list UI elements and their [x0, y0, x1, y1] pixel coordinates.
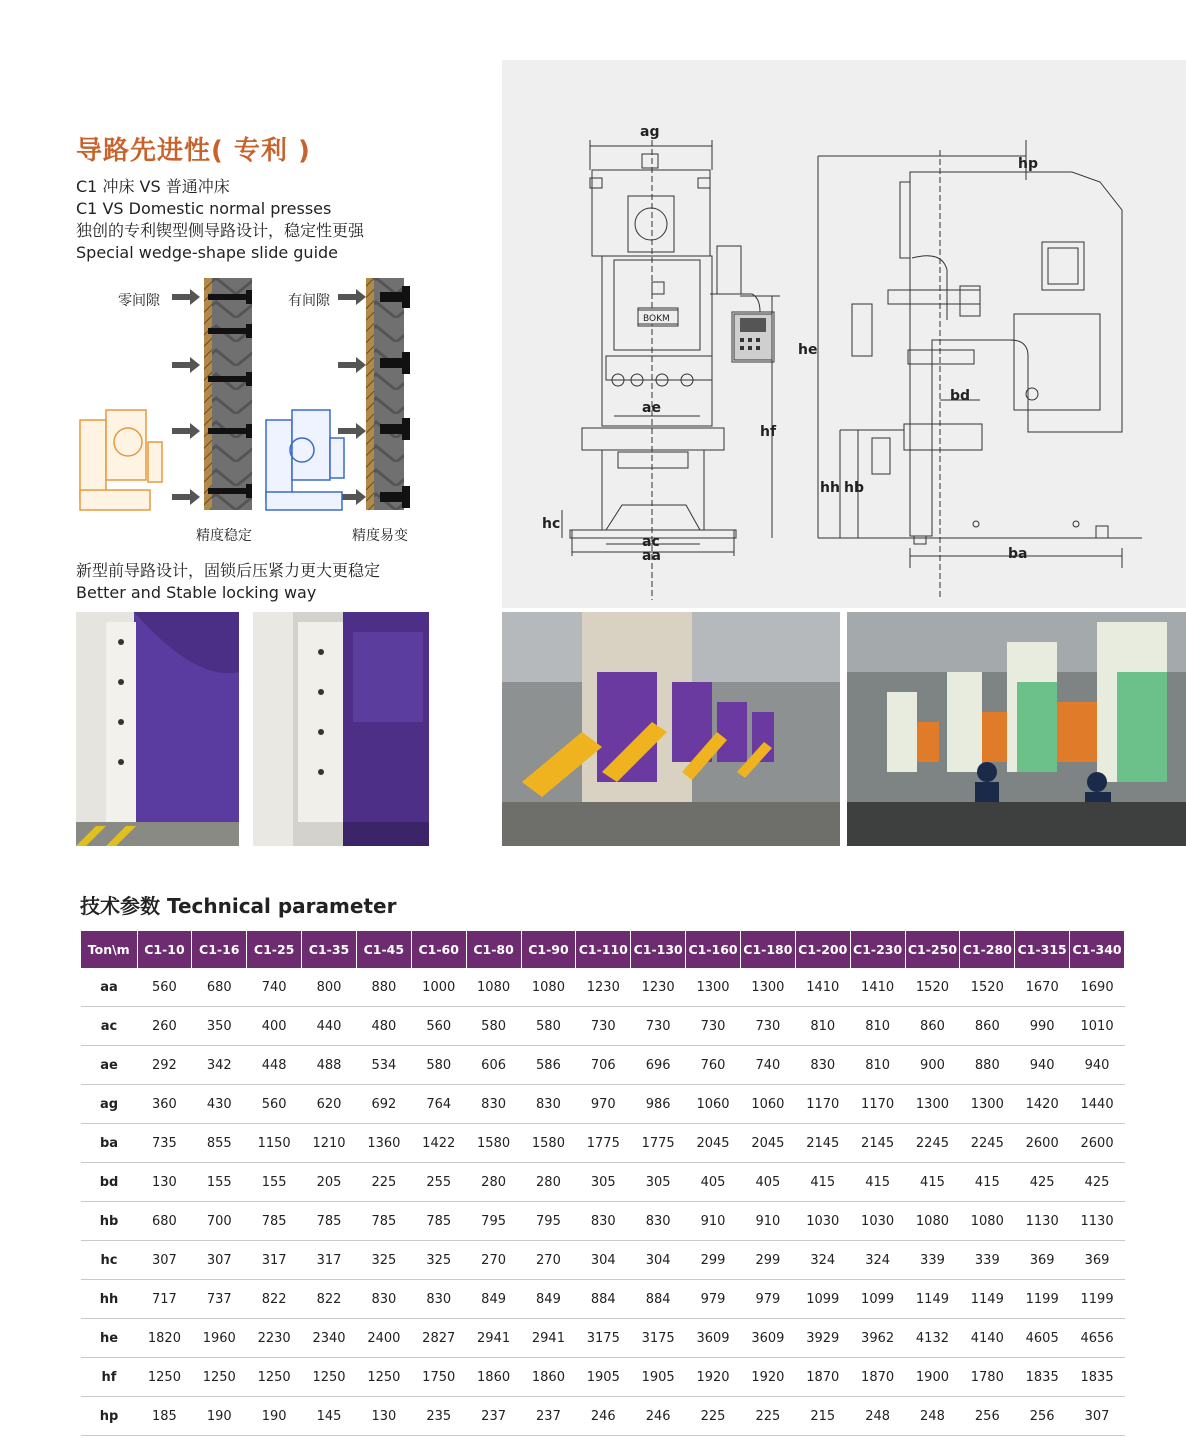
table-cell: 339 — [960, 1241, 1015, 1280]
table-cell: 205 — [302, 1163, 357, 1202]
table-cell: 940 — [1070, 1046, 1125, 1085]
table-cell: 785 — [302, 1202, 357, 1241]
table-cell: 2145 — [795, 1124, 850, 1163]
table-cell: 560 — [137, 968, 192, 1007]
table-cell: 2827 — [411, 1319, 466, 1358]
header-model: C1-180 — [740, 931, 795, 968]
table-header-row — [81, 931, 1125, 968]
table-cell: 3929 — [795, 1319, 850, 1358]
header-model: C1-315 — [1015, 931, 1070, 968]
table-cell: 940 — [1015, 1046, 1070, 1085]
table-cell: 830 — [356, 1280, 411, 1319]
table-cell: 2045 — [686, 1124, 741, 1163]
table-cell: 155 — [192, 1163, 247, 1202]
table-cell: 810 — [850, 1007, 905, 1046]
table-cell: 880 — [356, 968, 411, 1007]
table-cell: 305 — [631, 1163, 686, 1202]
label-with-gap: 有间隙 — [288, 293, 330, 309]
press-dimension-drawing — [502, 60, 1186, 608]
table-cell: 1775 — [576, 1124, 631, 1163]
table-cell: 730 — [740, 1007, 795, 1046]
table-cell: 830 — [631, 1202, 686, 1241]
feature-line-4: Special wedge-shape slide guide — [76, 243, 339, 262]
table-cell: 1080 — [521, 968, 576, 1007]
table-cell: 910 — [740, 1202, 795, 1241]
dim-ba: ba — [1008, 546, 1028, 562]
table-cell: 425 — [1015, 1163, 1070, 1202]
table-cell: 1820 — [137, 1319, 192, 1358]
header-model: C1-110 — [576, 931, 631, 968]
table-cell: 830 — [466, 1085, 521, 1124]
dim-aa: aa — [642, 548, 661, 564]
table-cell: 740 — [740, 1046, 795, 1085]
table-cell: 990 — [1015, 1007, 1070, 1046]
table-cell: 795 — [466, 1202, 521, 1241]
table-cell: 1920 — [740, 1358, 795, 1397]
header-model: C1-35 — [302, 931, 357, 968]
table-row — [81, 1358, 1125, 1397]
table-cell: 246 — [576, 1397, 631, 1436]
header-model: C1-80 — [466, 931, 521, 968]
dim-hh: hh — [820, 480, 840, 496]
table-cell: 1860 — [466, 1358, 521, 1397]
table-cell: 325 — [356, 1241, 411, 1280]
table-cell: 740 — [247, 968, 302, 1007]
header-model: C1-130 — [631, 931, 686, 968]
table-cell: 307 — [192, 1241, 247, 1280]
table-cell: 822 — [302, 1280, 357, 1319]
table-cell: 680 — [192, 968, 247, 1007]
table-cell: 1905 — [576, 1358, 631, 1397]
table-cell: 248 — [850, 1397, 905, 1436]
table-cell: 405 — [686, 1163, 741, 1202]
table-cell: 1300 — [686, 968, 741, 1007]
table-cell: 580 — [466, 1007, 521, 1046]
table-cell: 324 — [795, 1241, 850, 1280]
table-cell: 696 — [631, 1046, 686, 1085]
dim-hb: hb — [844, 480, 864, 496]
table-cell: 130 — [356, 1397, 411, 1436]
table-cell: 2245 — [960, 1124, 1015, 1163]
table-cell: 586 — [521, 1046, 576, 1085]
table-cell: 1580 — [521, 1124, 576, 1163]
table-cell: 810 — [850, 1046, 905, 1085]
table-cell: 1300 — [740, 968, 795, 1007]
table-cell: 1860 — [521, 1358, 576, 1397]
table-row — [81, 1124, 1125, 1163]
table-cell: 1440 — [1070, 1085, 1125, 1124]
technical-drawing-panel — [502, 60, 1186, 608]
table-cell: 2600 — [1070, 1124, 1125, 1163]
table-cell: 360 — [137, 1085, 192, 1124]
table-cell: 810 — [795, 1007, 850, 1046]
table-cell: 1030 — [795, 1202, 850, 1241]
table-cell: 830 — [576, 1202, 631, 1241]
table-cell: 785 — [247, 1202, 302, 1241]
variable-guide-column — [366, 278, 410, 510]
table-cell: 1199 — [1015, 1280, 1070, 1319]
table-cell: 822 — [247, 1280, 302, 1319]
table-cell: 1099 — [850, 1280, 905, 1319]
table-cell: 764 — [411, 1085, 466, 1124]
table-cell: 900 — [905, 1046, 960, 1085]
table-cell: 795 — [521, 1202, 576, 1241]
table-cell: 324 — [850, 1241, 905, 1280]
table-cell: 849 — [466, 1280, 521, 1319]
table-cell: 145 — [302, 1397, 357, 1436]
table-cell: 430 — [192, 1085, 247, 1124]
table-cell: 1410 — [795, 968, 850, 1007]
table-cell: 986 — [631, 1085, 686, 1124]
table-cell: 304 — [576, 1241, 631, 1280]
table-cell: 235 — [411, 1397, 466, 1436]
header-model: C1-160 — [686, 931, 741, 968]
table-cell: 488 — [302, 1046, 357, 1085]
row-parameter-name: hc — [81, 1241, 137, 1280]
table-cell: 1690 — [1070, 968, 1125, 1007]
table-cell: 830 — [521, 1085, 576, 1124]
table-cell: 606 — [466, 1046, 521, 1085]
table-cell: 1199 — [1070, 1280, 1125, 1319]
row-parameter-name: hf — [81, 1358, 137, 1397]
table-cell: 692 — [356, 1085, 411, 1124]
feature-line-3: 独创的专利锲型侧导路设计，稳定性更强 — [76, 221, 365, 240]
row-parameter-name: ba — [81, 1124, 137, 1163]
table-cell: 2941 — [521, 1319, 576, 1358]
table-cell: 190 — [192, 1397, 247, 1436]
table-cell: 425 — [1070, 1163, 1125, 1202]
table-row — [81, 1202, 1125, 1241]
table-cell: 2600 — [1015, 1124, 1070, 1163]
table-cell: 307 — [137, 1241, 192, 1280]
table-cell: 1960 — [192, 1319, 247, 1358]
table-cell: 369 — [1070, 1241, 1125, 1280]
table-cell: 2941 — [466, 1319, 521, 1358]
table-cell: 155 — [247, 1163, 302, 1202]
table-cell: 1410 — [850, 968, 905, 1007]
table-cell: 317 — [247, 1241, 302, 1280]
table-row — [81, 1280, 1125, 1319]
table-cell: 2045 — [740, 1124, 795, 1163]
table-cell: 299 — [740, 1241, 795, 1280]
row-parameter-name: he — [81, 1319, 137, 1358]
table-cell: 4605 — [1015, 1319, 1070, 1358]
table-cell: 1775 — [631, 1124, 686, 1163]
table-cell: 1835 — [1070, 1358, 1125, 1397]
table-row — [81, 1319, 1125, 1358]
feature-line-2: C1 VS Domestic normal presses — [76, 199, 332, 218]
table-cell: 1250 — [302, 1358, 357, 1397]
table-cell: 706 — [576, 1046, 631, 1085]
stable-guide-column — [204, 278, 252, 510]
table-cell: 1900 — [905, 1358, 960, 1397]
table-cell: 1080 — [905, 1202, 960, 1241]
table-cell: 1670 — [1015, 968, 1070, 1007]
header-model: C1-340 — [1070, 931, 1125, 968]
table-cell: 4132 — [905, 1319, 960, 1358]
table-cell: 1080 — [960, 1202, 1015, 1241]
table-cell: 1000 — [411, 968, 466, 1007]
front-guide-photo-1 — [76, 612, 239, 846]
dim-bd: bd — [950, 388, 971, 404]
table-cell: 256 — [1015, 1397, 1070, 1436]
table-cell: 304 — [631, 1241, 686, 1280]
table-cell: 325 — [411, 1241, 466, 1280]
table-cell: 415 — [960, 1163, 1015, 1202]
table-cell: 1099 — [795, 1280, 850, 1319]
header-model: C1-250 — [905, 931, 960, 968]
header-model: C1-45 — [356, 931, 411, 968]
table-cell: 855 — [192, 1124, 247, 1163]
table-cell: 785 — [356, 1202, 411, 1241]
table-cell: 560 — [411, 1007, 466, 1046]
table-cell: 1520 — [960, 968, 1015, 1007]
row-parameter-name: hh — [81, 1280, 137, 1319]
table-cell: 280 — [521, 1163, 576, 1202]
table-row — [81, 1397, 1125, 1436]
table-cell: 237 — [466, 1397, 521, 1436]
table-cell: 440 — [302, 1007, 357, 1046]
table-cell: 1170 — [795, 1085, 850, 1124]
table-cell: 884 — [576, 1280, 631, 1319]
header-model: C1-25 — [247, 931, 302, 968]
header-model: C1-90 — [521, 931, 576, 968]
table-cell: 1422 — [411, 1124, 466, 1163]
header-model: C1-16 — [192, 931, 247, 968]
table-cell: 1230 — [576, 968, 631, 1007]
table-cell: 292 — [137, 1046, 192, 1085]
table-cell: 560 — [247, 1085, 302, 1124]
table-cell: 480 — [356, 1007, 411, 1046]
table-cell: 1149 — [905, 1280, 960, 1319]
table-cell: 884 — [631, 1280, 686, 1319]
table-cell: 1520 — [905, 968, 960, 1007]
dim-ag: ag — [640, 124, 660, 140]
table-cell: 830 — [795, 1046, 850, 1085]
table-cell: 1580 — [466, 1124, 521, 1163]
table-cell: 580 — [521, 1007, 576, 1046]
table-cell: 1300 — [905, 1085, 960, 1124]
table-cell: 1250 — [247, 1358, 302, 1397]
table-cell: 246 — [631, 1397, 686, 1436]
row-parameter-name: aa — [81, 968, 137, 1007]
dim-hc: hc — [542, 516, 561, 532]
table-cell: 369 — [1015, 1241, 1070, 1280]
table-cell: 2400 — [356, 1319, 411, 1358]
table-cell: 2340 — [302, 1319, 357, 1358]
table-cell: 880 — [960, 1046, 1015, 1085]
table-cell: 256 — [960, 1397, 1015, 1436]
feature-line-5: 新型前导路设计，固锁后压紧力更大更稳定 — [76, 561, 381, 580]
table-cell: 248 — [905, 1397, 960, 1436]
table-cell: 1250 — [192, 1358, 247, 1397]
table-cell: 1030 — [850, 1202, 905, 1241]
table-cell: 255 — [411, 1163, 466, 1202]
table-cell: 849 — [521, 1280, 576, 1319]
table-cell: 2145 — [850, 1124, 905, 1163]
table-cell: 785 — [411, 1202, 466, 1241]
front-guide-photo-2 — [253, 612, 429, 846]
feature-title: 导路先进性( 专利 ) — [76, 136, 311, 166]
label-zero-gap: 零间隙 — [118, 293, 160, 309]
dim-hp: hp — [1018, 156, 1038, 172]
table-cell: 970 — [576, 1085, 631, 1124]
table-cell: 1750 — [411, 1358, 466, 1397]
table-cell: 185 — [137, 1397, 192, 1436]
table-cell: 830 — [411, 1280, 466, 1319]
table-cell: 979 — [740, 1280, 795, 1319]
header-model: C1-230 — [850, 931, 905, 968]
table-cell: 730 — [686, 1007, 741, 1046]
brand-plate-icon — [638, 310, 678, 324]
table-cell: 1250 — [137, 1358, 192, 1397]
table-cell: 580 — [411, 1046, 466, 1085]
orange-press-icon — [80, 410, 162, 510]
table-cell: 405 — [740, 1163, 795, 1202]
table-row — [81, 1007, 1125, 1046]
table-cell: 1149 — [960, 1280, 1015, 1319]
row-parameter-name: hb — [81, 1202, 137, 1241]
header-model: C1-60 — [411, 931, 466, 968]
table-cell: 270 — [466, 1241, 521, 1280]
table-cell: 448 — [247, 1046, 302, 1085]
table-cell: 1010 — [1070, 1007, 1125, 1046]
table-cell: 717 — [137, 1280, 192, 1319]
table-cell: 3962 — [850, 1319, 905, 1358]
table-cell: 260 — [137, 1007, 192, 1046]
label-variable: 精度易变 — [352, 528, 408, 544]
table-cell: 130 — [137, 1163, 192, 1202]
technical-parameter-title: 技术参数 Technical parameter — [80, 894, 397, 918]
table-cell: 1170 — [850, 1085, 905, 1124]
label-stable: 精度稳定 — [196, 528, 252, 544]
table-cell: 730 — [631, 1007, 686, 1046]
table-cell: 1080 — [466, 968, 521, 1007]
table-cell: 1060 — [740, 1085, 795, 1124]
header-model: C1-280 — [960, 931, 1015, 968]
table-cell: 1250 — [356, 1358, 411, 1397]
table-cell: 1300 — [960, 1085, 1015, 1124]
table-cell: 760 — [686, 1046, 741, 1085]
dim-he: he — [798, 342, 818, 358]
table-cell: 1130 — [1015, 1202, 1070, 1241]
table-cell: 215 — [795, 1397, 850, 1436]
table-cell: 700 — [192, 1202, 247, 1241]
table-cell: 1920 — [686, 1358, 741, 1397]
header-model: C1-10 — [137, 931, 192, 968]
brand-logo-text: BOKM — [643, 314, 670, 324]
table-cell: 415 — [795, 1163, 850, 1202]
table-cell: 3175 — [631, 1319, 686, 1358]
row-parameter-name: bd — [81, 1163, 137, 1202]
table-cell: 735 — [137, 1124, 192, 1163]
table-cell: 4656 — [1070, 1319, 1125, 1358]
table-cell: 1420 — [1015, 1085, 1070, 1124]
table-cell: 979 — [686, 1280, 741, 1319]
table-cell: 225 — [740, 1397, 795, 1436]
table-cell: 350 — [192, 1007, 247, 1046]
dim-ae: ae — [642, 400, 661, 416]
table-cell: 1870 — [850, 1358, 905, 1397]
table-cell: 1060 — [686, 1085, 741, 1124]
table-cell: 1150 — [247, 1124, 302, 1163]
table-cell: 1870 — [795, 1358, 850, 1397]
table-cell: 910 — [686, 1202, 741, 1241]
table-cell: 680 — [137, 1202, 192, 1241]
table-cell: 190 — [247, 1397, 302, 1436]
row-parameter-name: ac — [81, 1007, 137, 1046]
feature-line-1: C1 冲床 VS 普通冲床 — [76, 177, 230, 196]
table-cell: 305 — [576, 1163, 631, 1202]
table-cell: 860 — [960, 1007, 1015, 1046]
technical-parameter-table — [81, 931, 1125, 1436]
row-parameter-name: ae — [81, 1046, 137, 1085]
blue-press-icon — [266, 410, 344, 510]
dim-hf: hf — [760, 424, 777, 440]
table-cell: 1130 — [1070, 1202, 1125, 1241]
table-cell: 280 — [466, 1163, 521, 1202]
table-cell: 2230 — [247, 1319, 302, 1358]
table-cell: 620 — [302, 1085, 357, 1124]
table-cell: 1780 — [960, 1358, 1015, 1397]
table-cell: 342 — [192, 1046, 247, 1085]
table-cell: 237 — [521, 1397, 576, 1436]
table-cell: 1905 — [631, 1358, 686, 1397]
table-cell: 299 — [686, 1241, 741, 1280]
table-cell: 415 — [850, 1163, 905, 1202]
table-cell: 534 — [356, 1046, 411, 1085]
table-cell: 339 — [905, 1241, 960, 1280]
table-cell: 737 — [192, 1280, 247, 1319]
table-cell: 225 — [356, 1163, 411, 1202]
table-cell: 860 — [905, 1007, 960, 1046]
table-cell: 1835 — [1015, 1358, 1070, 1397]
table-cell: 1210 — [302, 1124, 357, 1163]
table-cell: 1360 — [356, 1124, 411, 1163]
table-cell: 307 — [1070, 1397, 1125, 1436]
table-body — [81, 968, 1125, 1436]
feature-line-6: Better and Stable locking way — [76, 583, 317, 602]
table-cell: 400 — [247, 1007, 302, 1046]
table-cell: 3175 — [576, 1319, 631, 1358]
table-row — [81, 1163, 1125, 1202]
table-cell: 800 — [302, 968, 357, 1007]
control-panel-icon — [734, 314, 772, 360]
table-row — [81, 1085, 1125, 1124]
table-cell: 3609 — [686, 1319, 741, 1358]
factory-photo-workers — [847, 612, 1186, 846]
table-row — [81, 1241, 1125, 1280]
dim-ac: ac — [642, 534, 660, 550]
table-cell: 415 — [905, 1163, 960, 1202]
table-cell: 3609 — [740, 1319, 795, 1358]
header-corner: Ton\m — [81, 931, 137, 968]
table-row — [81, 1046, 1125, 1085]
table-row — [81, 968, 1125, 1007]
table-cell: 317 — [302, 1241, 357, 1280]
table-cell: 2245 — [905, 1124, 960, 1163]
table-cell: 1230 — [631, 968, 686, 1007]
header-model: C1-200 — [795, 931, 850, 968]
table-cell: 4140 — [960, 1319, 1015, 1358]
table-cell: 730 — [576, 1007, 631, 1046]
table-cell: 270 — [521, 1241, 576, 1280]
row-parameter-name: hp — [81, 1397, 137, 1436]
row-parameter-name: ag — [81, 1085, 137, 1124]
factory-photo-robots — [502, 612, 840, 846]
table-cell: 225 — [686, 1397, 741, 1436]
